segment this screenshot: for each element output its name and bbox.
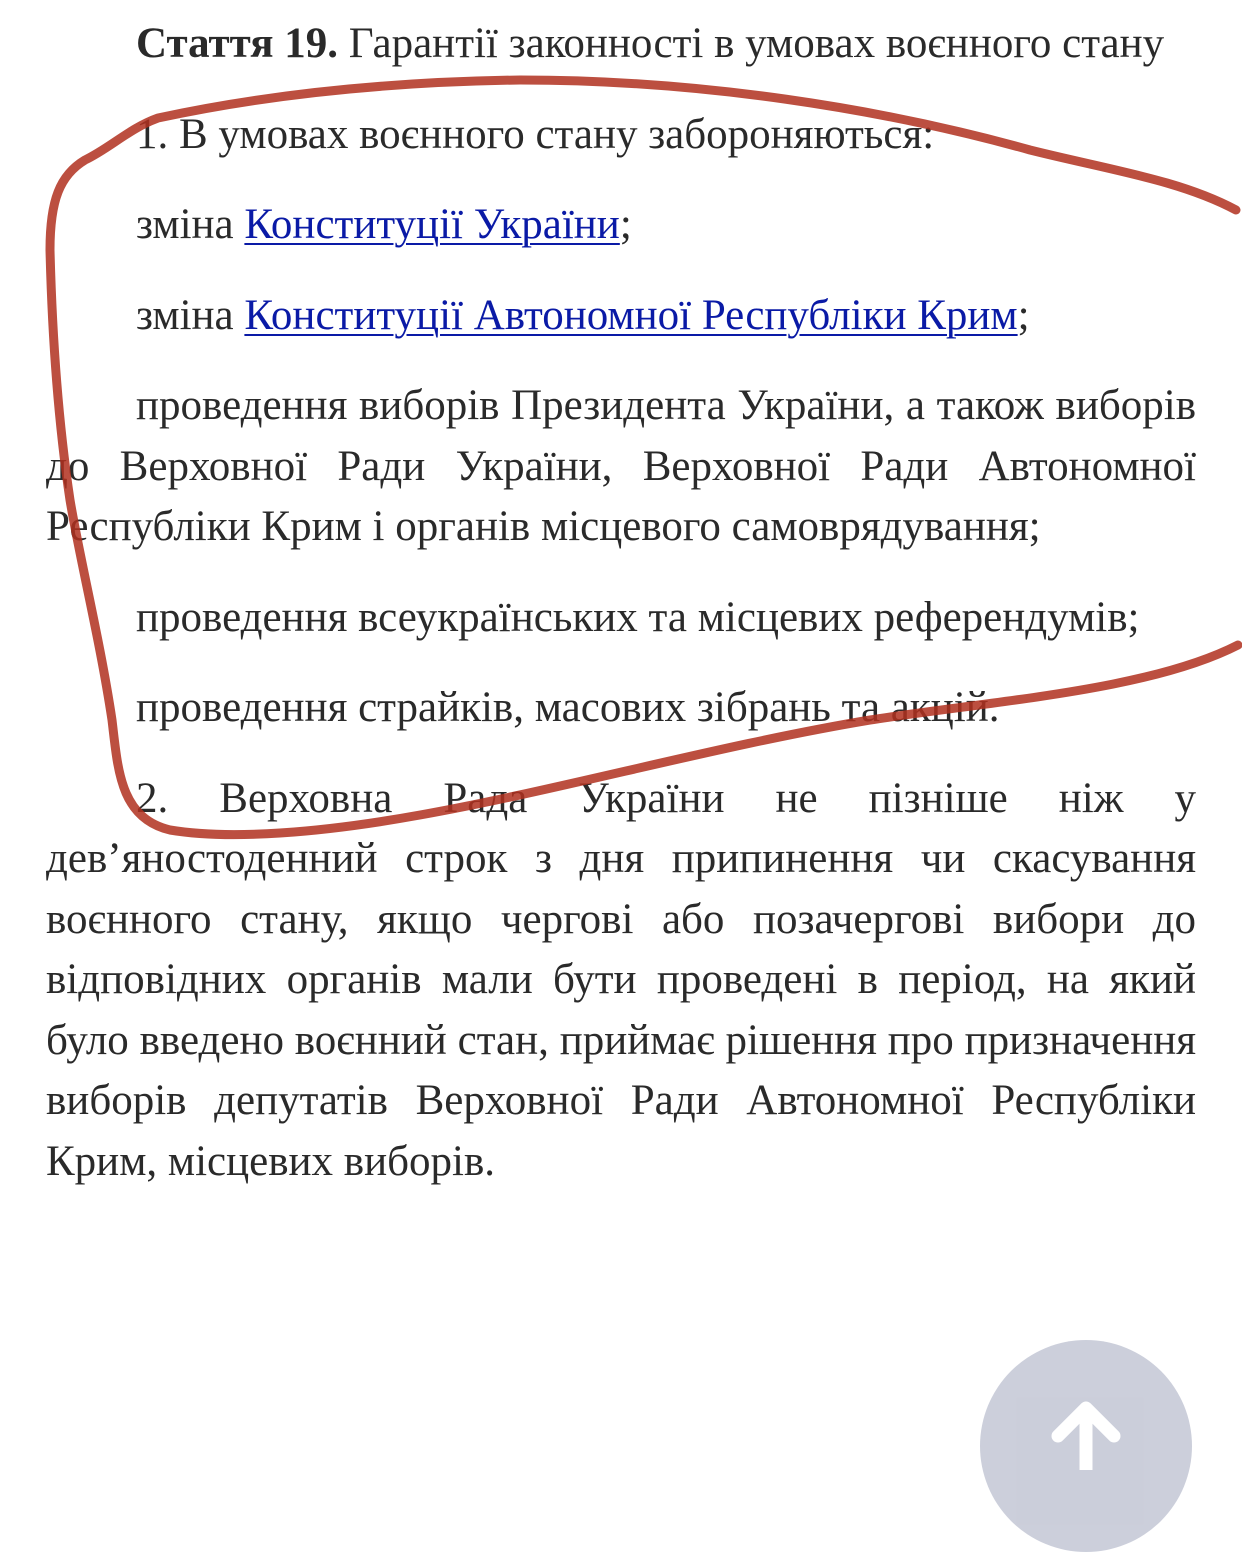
item1-crimea-constitution-change <box>46 286 1196 347</box>
scroll-to-top-button[interactable] <box>980 1340 1192 1552</box>
item1-constitution-change <box>46 195 1196 256</box>
constitution-ukraine-link[interactable]: Конституції України <box>244 201 620 248</box>
arrow-up-icon <box>1046 1400 1126 1470</box>
article-number: Стаття 19. <box>136 20 338 67</box>
constitution-suffix: ; <box>619 201 632 248</box>
constitution-prefix: зміна <box>136 201 245 248</box>
crimea-suffix: ; <box>1017 291 1030 339</box>
item1-intro: 1. В умовах воєнного стану забороняються: <box>136 110 935 158</box>
item1-strikes: проведення страйків, масових зібрань та акцій. <box>136 684 1000 731</box>
item1-elections: проведення виборів Президента України, а також виборів до Верховної Ради України, Верховної Ради Автономної Республіки Крим і органів місцевого самоврядування; <box>46 382 1196 550</box>
item1-referendums: проведення всеукраїнських та місцевих референдумів; <box>136 593 1140 641</box>
article-title: Гарантії законності в умовах воєнного стану <box>348 20 1165 67</box>
constitution-crimea-link[interactable]: Конституції Автономної Республіки Крим <box>244 291 1018 339</box>
crimea-prefix: зміна <box>136 291 245 339</box>
law-article <box>46 14 1196 1192</box>
article-heading <box>46 14 1196 75</box>
item2-text: 2. Верховна Рада України не пізніше ніж у дев’яностоденний строк з дня припинення чи скасування воєнного стану, якщо чергові або позачергові вибори до відповідних органів мали бути проведені в період, на який було введено воєнний стан, приймає рішення про призначення виборів депутатів Верховної Ради Автономної Республіки Крим, місцевих виборів. <box>46 774 1196 1185</box>
